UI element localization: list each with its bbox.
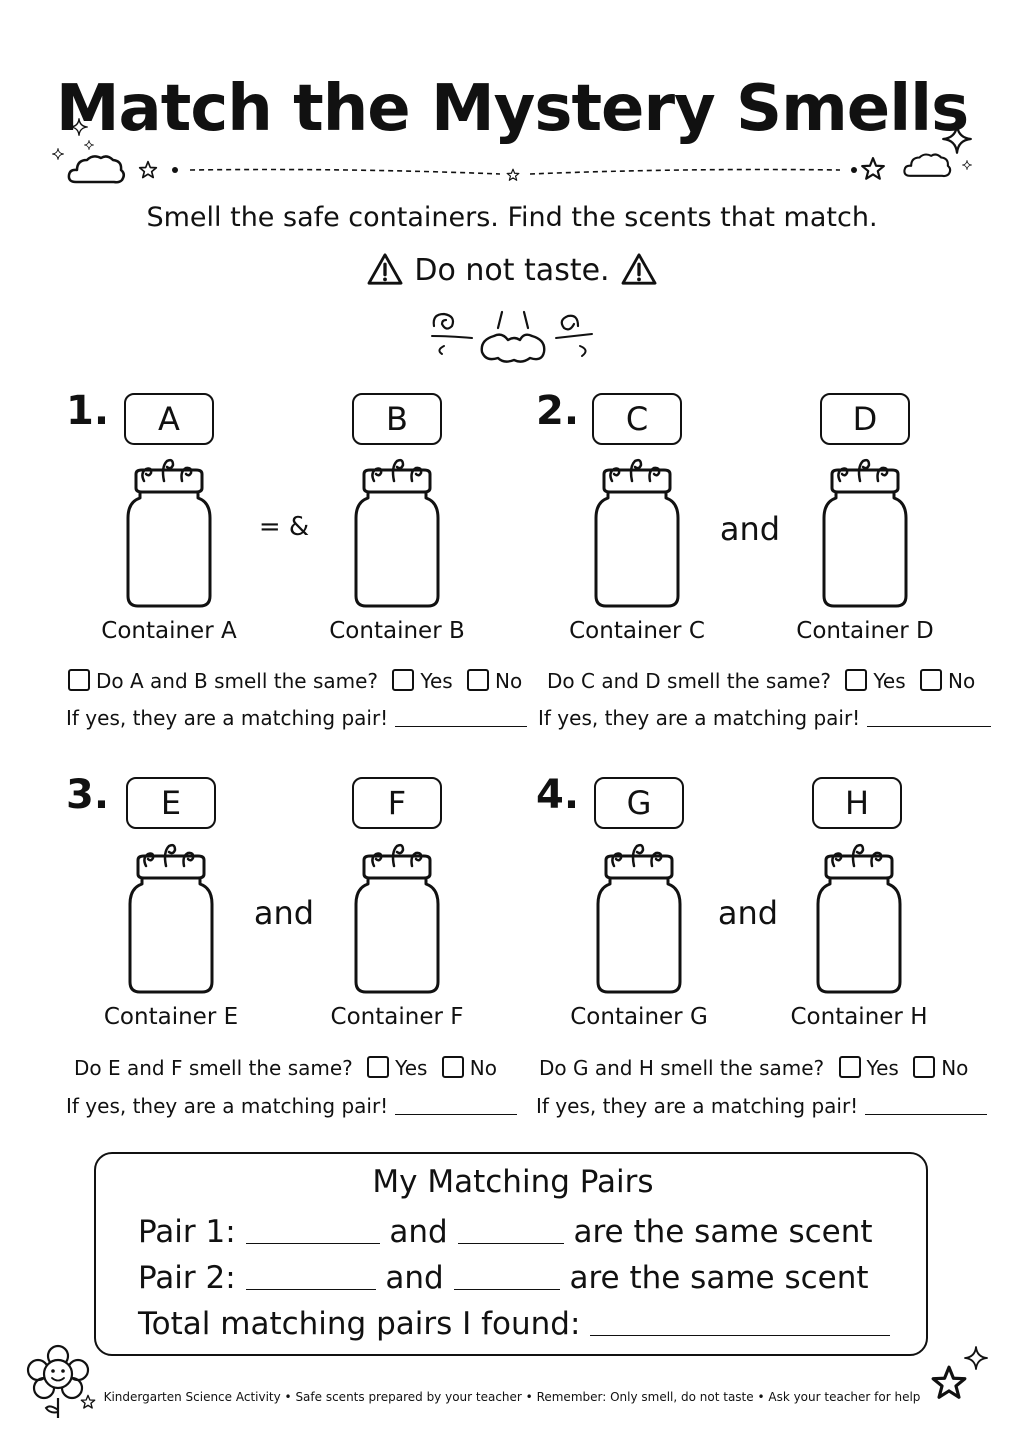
pair-3-right-letter: F	[352, 777, 442, 829]
pair-2-right-letter: D	[820, 393, 910, 445]
warning-line	[0, 252, 1024, 288]
pair-2-answer-blank[interactable]	[867, 726, 991, 727]
pair-2-question: Do C and D smell the same? Yes No	[547, 669, 976, 693]
pair-4-left-letter: G	[594, 777, 684, 829]
title-divider	[170, 160, 860, 184]
pair-4-number: 4.	[536, 772, 580, 818]
pair-2-second-blank[interactable]	[454, 1289, 560, 1290]
pair-2-no-checkbox[interactable]	[920, 669, 942, 691]
pair-1-followup: If yes, they are a matching pair!	[66, 706, 527, 730]
star-icon	[860, 156, 888, 184]
instructions: Smell the safe containers. Find the scents that match.	[146, 202, 878, 233]
pair-4-connector: and	[717, 894, 779, 932]
jar-icon	[594, 854, 684, 994]
jar-icon	[592, 468, 682, 608]
pair-4-question: Do G and H smell the same? Yes No	[539, 1056, 969, 1080]
summary-pair-2: Pair 2: and are the same scent	[138, 1260, 869, 1296]
pair-3-connector: and	[253, 894, 315, 932]
page-title: Match the Mystery Smells	[55, 72, 969, 146]
pair-1-answer-blank[interactable]	[395, 726, 527, 727]
pair-3-number: 3.	[66, 772, 110, 818]
pair-3-followup: If yes, they are a matching pair!	[66, 1094, 517, 1118]
pair-4-followup: If yes, they are a matching pair!	[536, 1094, 987, 1118]
pair-2-number: 2.	[536, 388, 580, 434]
pair-1-left-letter: A	[124, 393, 214, 445]
warning-triangle-icon	[366, 252, 404, 286]
star-icon	[138, 160, 160, 182]
pair-1-number: 1.	[66, 388, 110, 434]
sparkle-icon	[964, 1346, 990, 1372]
pair-1-right-letter: B	[352, 393, 442, 445]
pair-2-left-letter: C	[592, 393, 682, 445]
pair-4-right-letter: H	[812, 777, 902, 829]
pair-4-right-label: Container H	[790, 1004, 928, 1030]
pair-2-left-label: Container C	[569, 618, 705, 644]
summary-box	[94, 1152, 928, 1356]
pair-1-left-label: Container A	[101, 618, 237, 644]
pair-2-connector: and	[719, 510, 781, 548]
pair-4-yes-checkbox[interactable]	[839, 1056, 861, 1078]
pair-4-answer-blank[interactable]	[865, 1114, 987, 1115]
nose-icon	[428, 306, 598, 368]
pair-3-question: Do E and F smell the same? Yes No	[74, 1056, 497, 1080]
pair-4-left-label: Container G	[570, 1004, 708, 1030]
pair-1-connector: = &	[258, 512, 310, 542]
pair-1-no-checkbox[interactable]	[467, 669, 489, 691]
pair-1-first-blank[interactable]	[246, 1243, 380, 1244]
pair-1-check[interactable]	[68, 669, 90, 691]
warning-triangle-icon	[620, 252, 658, 286]
pair-2-first-blank[interactable]	[246, 1289, 376, 1290]
pair-2-yes-checkbox[interactable]	[845, 669, 867, 691]
footer-note: Kindergarten Science Activity • Safe scents prepared by your teacher • Remember: Only smell, do not taste • Ask your teacher for help	[103, 1390, 921, 1404]
pair-1-question: Do A and B smell the same? Yes No	[68, 669, 522, 693]
warning-text: Do not taste.	[414, 253, 610, 288]
pair-3-left-label: Container E	[103, 1004, 239, 1030]
pair-4-no-checkbox[interactable]	[913, 1056, 935, 1078]
pair-3-answer-blank[interactable]	[395, 1114, 517, 1115]
pair-1-second-blank[interactable]	[458, 1243, 564, 1244]
pair-2-followup: If yes, they are a matching pair!	[538, 706, 991, 730]
pair-3-yes-checkbox[interactable]	[367, 1056, 389, 1078]
jar-icon	[126, 854, 216, 994]
pair-3-left-letter: E	[126, 777, 216, 829]
jar-icon	[814, 854, 904, 994]
total-pairs-blank[interactable]	[590, 1335, 890, 1336]
jar-icon	[352, 468, 442, 608]
jar-icon	[124, 468, 214, 608]
summary-title: My Matching Pairs	[372, 1164, 654, 1200]
pair-1-yes-checkbox[interactable]	[392, 669, 414, 691]
cloud-icon	[66, 152, 130, 192]
summary-total: Total matching pairs I found:	[138, 1306, 890, 1342]
pair-2-right-label: Container D	[796, 618, 934, 644]
pair-3-right-label: Container F	[330, 1004, 464, 1030]
jar-icon	[352, 854, 442, 994]
summary-pair-1: Pair 1: and are the same scent	[138, 1214, 873, 1250]
jar-icon	[820, 468, 910, 608]
pair-1-right-label: Container B	[329, 618, 465, 644]
sparkle-icon	[938, 118, 978, 178]
pair-3-no-checkbox[interactable]	[442, 1056, 464, 1078]
